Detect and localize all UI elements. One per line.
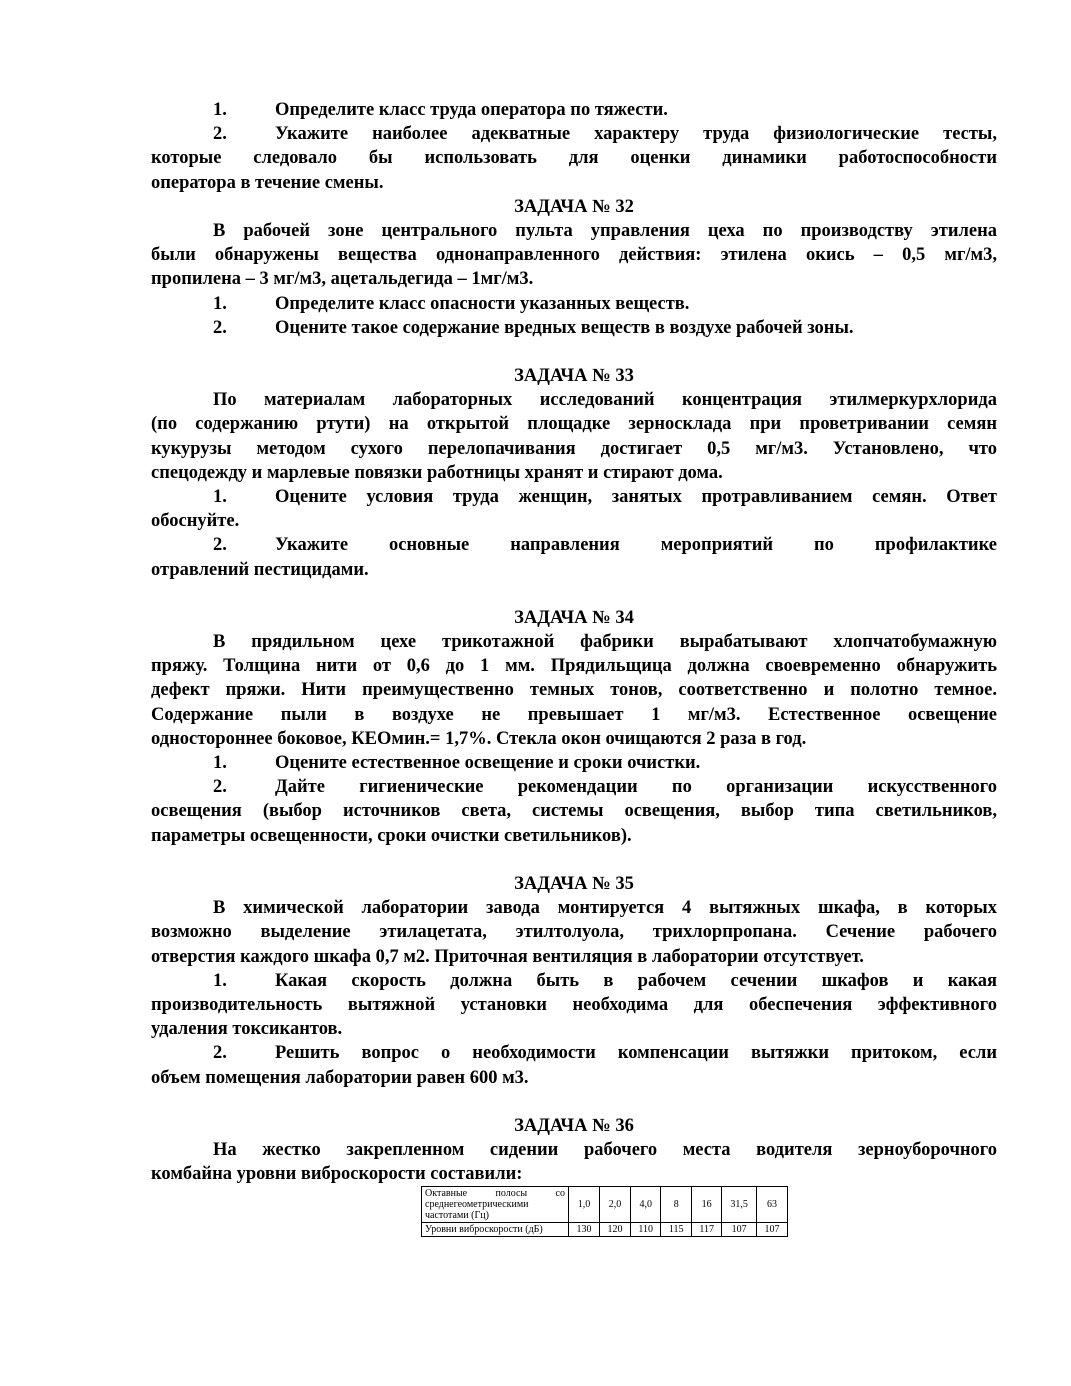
item-text: Дайте гигиенические рекомендации по организации искусственного	[275, 777, 997, 798]
item-text: Укажите основные направления мероприятий по профилактике	[275, 535, 997, 556]
list-item	[151, 122, 997, 146]
item-text: Решить вопрос о необходимости компенсации вытяжки притоком, если	[275, 1043, 997, 1064]
table-cell: 63	[756, 1187, 787, 1223]
table-cell: 115	[661, 1223, 691, 1237]
text-line: (по содержанию ртути) на открытой площадке зерносклада при проветривании семян	[151, 414, 997, 435]
text-line: пропилена – 3 мг/м3, ацетальдегида – 1мг/м3.	[151, 269, 534, 290]
item-text: Какая скорость должна быть в рабочем сечении шкафов и какая	[275, 970, 997, 991]
text-line: которые следовало бы использовать для оценки динамики работоспособности	[151, 148, 997, 169]
question-item	[151, 533, 997, 557]
item-number: 2.	[213, 777, 227, 798]
question-item	[151, 485, 997, 509]
item-text: Оцените такое содержание вредных веществ в воздухе рабочей зоны.	[275, 317, 854, 338]
table-cell: 2,0	[599, 1187, 630, 1223]
text-line: По материалам лабораторных исследований концентрация этилмеркурхлорида	[213, 390, 997, 411]
item-text: Определите класс труда оператора по тяжести.	[275, 100, 668, 120]
question-item	[151, 316, 997, 340]
table-cell: 117	[691, 1223, 721, 1237]
text-line: обоснуйте.	[151, 511, 240, 532]
task-title: ЗАДАЧА № 35	[514, 873, 634, 894]
table-row	[422, 1223, 788, 1237]
table-cell: 110	[630, 1223, 660, 1237]
text-line: В рабочей зоне центрального пульта управления цеха по производству этилена	[213, 221, 997, 242]
item-text: Оцените условия труда женщин, занятых протравливанием семян. Ответ	[275, 487, 997, 508]
text-line: удаления токсикантов.	[151, 1019, 343, 1040]
vibration-table	[421, 1186, 788, 1237]
item-number: 1.	[213, 293, 227, 314]
table-cell-label: Уровни виброскорости (дБ)	[422, 1223, 569, 1237]
question-item	[151, 969, 997, 993]
text-line: параметры освещенности, сроки очистки светильников).	[151, 825, 632, 846]
table-cell-label: Октавные полосы со среднегеометрическими частотами (Гц)	[422, 1187, 569, 1223]
task-title: ЗАДАЧА № 34	[514, 607, 634, 628]
item-number: 1.	[213, 487, 227, 508]
item-number: 2.	[213, 317, 227, 338]
text-line: Содержание пыли в воздухе не превышает 1 мг/м3. Естественное освещение	[151, 704, 997, 725]
table-row	[422, 1187, 788, 1223]
text-line: дефект пряжи. Нити преимущественно темных тонов, соответственно и полотно темное.	[151, 680, 997, 701]
table-cell: 130	[569, 1223, 600, 1237]
item-number: 1.	[213, 970, 227, 991]
item-number: 2.	[213, 124, 227, 145]
text-line: отравлений пестицидами.	[151, 559, 369, 580]
table-cell: 8	[661, 1187, 691, 1223]
item-text: Определите класс опасности указанных веществ.	[275, 293, 690, 314]
text-line: возможно выделение этилацетата, этилтолуола, трихлорпропана. Сечение рабочего	[151, 922, 997, 943]
text-line: оператора в течение смены.	[151, 172, 384, 193]
table-cell: 107	[756, 1223, 787, 1237]
item-number: 1.	[213, 100, 227, 120]
table-cell: 120	[599, 1223, 630, 1237]
text-line: одностороннее боковое, КЕОмин.= 1,7%. Стекла окон очищаются 2 раза в год.	[151, 728, 807, 749]
list-item	[151, 98, 997, 122]
text-line: объем помещения лаборатории равен 600 м3.	[151, 1067, 529, 1088]
task-title: ЗАДАЧА № 36	[514, 1115, 634, 1136]
text-line: освещения (выбор источников света, системы освещения, выбор типа светильников,	[151, 801, 997, 822]
table-cell: 31,5	[722, 1187, 757, 1223]
question-item	[151, 1041, 997, 1065]
table-cell: 107	[722, 1223, 757, 1237]
text-line: спецодежду и марлевые повязки работницы хранят и стирают дома.	[151, 462, 723, 483]
text-line: были обнаружены вещества однонаправленного действия: этилена окись – 0,5 мг/м3,	[151, 245, 997, 266]
table-cell: 1,0	[569, 1187, 600, 1223]
item-number: 2.	[213, 535, 227, 556]
item-text: Оцените естественное освещение и сроки очистки.	[275, 753, 701, 774]
text-line: На жестко закрепленном сидении рабочего места водителя зерноуборочного	[213, 1139, 997, 1160]
document-body	[151, 98, 997, 1186]
item-text: Укажите наиболее адекватные характеру труда физиологические тесты,	[275, 124, 997, 145]
text-line: В химической лаборатории завода монтируется 4 вытяжных шкафа, в которых	[213, 898, 997, 919]
text-line: комбайна уровни виброскорости составили:	[151, 1164, 523, 1185]
table-cell: 16	[691, 1187, 721, 1223]
text-line: отверстия каждого шкафа 0,7 м2. Приточная вентиляция в лаборатории отсутствует.	[151, 946, 864, 967]
item-number: 1.	[213, 753, 227, 774]
table-cell: 4,0	[630, 1187, 660, 1223]
question-item	[151, 775, 997, 799]
text-line: В прядильном цехе трикотажной фабрики вырабатывают хлопчатобумажную	[213, 632, 997, 653]
text-line: производительность вытяжной установки необходима для обеспечения эффективного	[151, 994, 997, 1015]
question-item	[151, 292, 997, 316]
question-item	[151, 751, 997, 775]
item-number: 2.	[213, 1043, 227, 1064]
task-title: ЗАДАЧА № 32	[514, 196, 634, 217]
task-title: ЗАДАЧА № 33	[514, 366, 634, 387]
text-line: пряжу. Толщина нити от 0,6 до 1 мм. Прядильщица должна своевременно обнаружить	[151, 656, 997, 677]
text-line: кукурузы методом сухого перелопачивания достигает 0,5 мг/м3. Установлено, что	[151, 438, 997, 459]
